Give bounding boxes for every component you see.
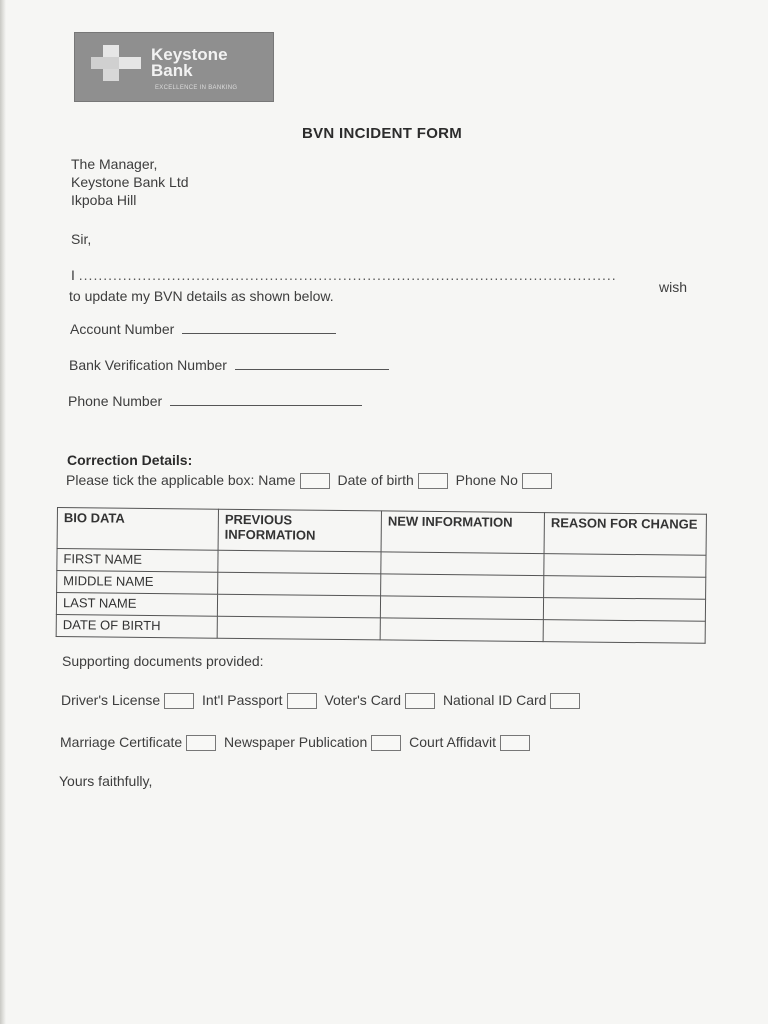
cell-input[interactable]: [381, 574, 544, 598]
doc-national-id-label: National ID Card: [442, 692, 547, 708]
declaration-continuation: to update my BVN details as shown below.: [69, 288, 334, 304]
cell-input[interactable]: [543, 620, 705, 644]
doc-passport-label: Int'l Passport: [202, 692, 283, 708]
bio-data-table: [56, 507, 707, 644]
phone-number-field[interactable]: [170, 404, 362, 406]
doc-marriage-cert-checkbox[interactable]: [186, 735, 216, 751]
form-title: BVN INCIDENT FORM: [302, 125, 463, 142]
header-previous-info: PREVIOUS INFORMATION: [218, 509, 381, 552]
account-number-label: Account Number: [70, 321, 175, 337]
declaration-prefix: I: [71, 267, 75, 283]
correction-options-row: [66, 472, 556, 489]
option-name-label: Name: [258, 472, 296, 488]
phone-number-row: [68, 393, 362, 409]
row-label-last-name: LAST NAME: [56, 593, 217, 617]
cell-input[interactable]: [543, 598, 705, 622]
doc-drivers-license-checkbox[interactable]: [164, 693, 194, 709]
declaration-name-blank[interactable]: ..............................................................................................................: [78, 267, 617, 283]
cell-input[interactable]: [217, 594, 380, 618]
doc-voters-card-label: Voter's Card: [324, 692, 402, 708]
row-label-first-name: FIRST NAME: [57, 549, 218, 573]
correction-heading: Correction Details:: [67, 452, 193, 468]
row-label-date-of-birth: DATE OF BIRTH: [56, 614, 217, 638]
address-line-2: Keystone Bank Ltd: [71, 174, 189, 190]
cell-input[interactable]: [544, 576, 706, 600]
doc-national-id-checkbox[interactable]: [550, 693, 580, 709]
logo-name-line1: Keystone: [151, 45, 228, 64]
salutation: Sir,: [71, 231, 92, 247]
row-label-middle-name: MIDDLE NAME: [57, 571, 218, 595]
option-dob-checkbox[interactable]: [418, 473, 448, 489]
option-phone-label: Phone No: [455, 472, 518, 488]
cell-input[interactable]: [380, 618, 543, 642]
logo-text: [151, 47, 228, 79]
doc-passport-checkbox[interactable]: [287, 693, 317, 709]
account-number-row: [70, 321, 336, 337]
doc-marriage-cert-label: Marriage Certificate: [60, 734, 183, 750]
header-reason: REASON FOR CHANGE: [544, 513, 706, 556]
keystone-logo-icon: [89, 43, 147, 83]
documents-row-1: [61, 692, 584, 709]
cell-input[interactable]: [218, 572, 381, 596]
closing: Yours faithfully,: [59, 773, 153, 789]
bvn-field[interactable]: [235, 368, 389, 370]
cell-input[interactable]: [381, 552, 544, 576]
option-phone-checkbox[interactable]: [522, 473, 552, 489]
doc-drivers-license-label: Driver's License: [61, 692, 161, 708]
table-header-row: [57, 508, 706, 556]
account-number-field[interactable]: [182, 332, 336, 334]
logo-tagline: EXCELLENCE IN BANKING: [155, 85, 238, 91]
doc-voters-card-checkbox[interactable]: [405, 693, 435, 709]
doc-affidavit-checkbox[interactable]: [500, 735, 530, 751]
option-dob-label: Date of birth: [337, 472, 414, 488]
doc-newspaper-checkbox[interactable]: [371, 735, 401, 751]
keystone-bank-logo: [74, 32, 274, 102]
documents-row-2: [60, 734, 534, 751]
cell-input[interactable]: [380, 596, 543, 620]
declaration-line: [71, 267, 617, 283]
header-new-info: NEW INFORMATION: [381, 511, 544, 554]
bvn-row: [69, 357, 389, 373]
phone-number-label: Phone Number: [68, 393, 163, 409]
correction-instruction: Please tick the applicable box:: [66, 472, 255, 488]
header-bio-data: BIO DATA: [57, 508, 218, 551]
documents-heading: Supporting documents provided:: [62, 653, 264, 669]
address-line-1: The Manager,: [71, 156, 158, 172]
bvn-label: Bank Verification Number: [69, 357, 227, 373]
declaration-suffix: wish: [659, 279, 688, 295]
cell-input[interactable]: [217, 616, 380, 640]
cell-input[interactable]: [544, 554, 706, 578]
address-line-3: Ikpoba Hill: [71, 192, 137, 208]
doc-newspaper-label: Newspaper Publication: [224, 734, 368, 750]
option-name-checkbox[interactable]: [300, 473, 330, 489]
doc-affidavit-label: Court Affidavit: [409, 734, 497, 750]
cell-input[interactable]: [218, 550, 381, 574]
logo-name-line2: Bank: [151, 61, 193, 80]
